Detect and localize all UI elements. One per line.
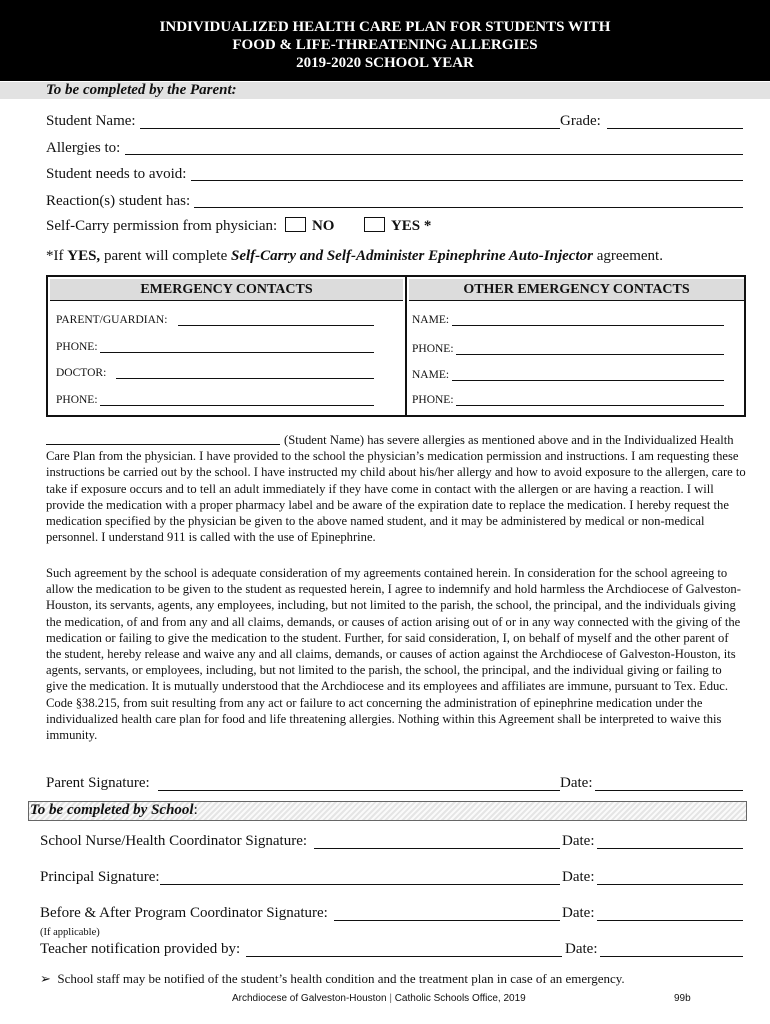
teacher-notification-field[interactable] [246,956,562,957]
agreement-paragraph-1: (Student Name) has severe allergies as mentioned above and in the Individualized Health Care Plan from the physician. I have provided to the school the physician’s medication permission and instructions. I am requesting these instructions be carried out by the school. I have instructed my child about his/her allergy and how to avoid exposure to the allergen, care to take if exposure occurs and to tell an adult immediately if they have come in contact with the allergen or are having a reaction. I will provide the medication with a proper pharmacy label and be aware of the expiration date to replace the medication. I hereby request the medication specified by the physician be given to the above named student, and it may be administered by medical or non-medical personnel. I understand 911 is called with the use of Epinephrine. [46,433,746,545]
student-name-field[interactable] [140,128,560,129]
note-suffix: agreement. [592,248,663,264]
note-agreement-name: Self-Carry and Self-Administer Epinephrine Auto-Injector [230,248,593,264]
no-label: NO [311,218,335,234]
footer-separator: | [389,993,392,1004]
avoid-label: Student needs to avoid: [46,166,187,182]
reactions-field[interactable] [194,207,743,208]
principal-signature-label: Principal Signature: [40,869,160,885]
teacher-date-label: Date: [565,941,598,957]
avoid-field[interactable] [191,180,743,181]
yes-label: YES * [390,218,432,234]
agreement-paragraph-2: Such agreement by the school is adequate consideration of my agreements contained herein. In consideration for the school agreeing to allow the medication to be given to the student as requested herein, I agree to indemnify and hold harmless the Archdiocese of Galveston-Houston, its servants, agents, any employees, including, but not limited to the parish, the school, the principal, and the individuals giving the medication, of and from any and all claims, demands, or causes of action arising out of or in any way connected with the giving of the medication or failing to give the medication to the student. Further, for said consideration, I, on behalf of myself and the other parent of the student, hereby release and waive any and all claims, demands, or causes of action against the Archdiocese of Galveston-Houston, its agents, servants, or employees, including, but not limited to the parish, the school, the principal, and the individual giving or failing to give the medication. It is mutually understood that the Archdiocese and its employees and affiliates are immune, pursuant to Tex. Educ. Code §38.215, from suit resulting from any act or failure to act concerning the administration of epinephrine medication under the individualized health care plan for food and life threatening allergies. Nothing within this Agreement shall be interpreted to waive this immunity. [46,566,741,743]
form-title-line-3: 2019-2020 SCHOOL YEAR [296,55,474,71]
parent-guardian-label: PARENT/GUARDIAN: [56,314,168,326]
principal-date-label: Date: [562,869,595,885]
nurse-signature-label: School Nurse/Health Coordinator Signature: [40,833,308,849]
other-phone-field-2[interactable] [456,405,724,406]
parent-date-label: Date: [560,775,593,791]
coordinator-signature-label: Before & After Program Coordinator Signature: [40,905,328,921]
note-middle: parent will complete [100,248,231,264]
footer-text [232,993,526,1004]
principal-date-field[interactable] [597,884,743,885]
parent-section-label: To be completed by the Parent: [46,82,237,98]
school-section-label-text: To be completed by School [30,802,194,818]
staff-notice [40,970,625,988]
reactions-label: Reaction(s) student has: [46,193,191,209]
school-section-label [30,801,198,820]
self-carry-row [46,217,431,235]
other-name-field-1[interactable] [452,325,724,326]
emergency-contacts-header: EMERGENCY CONTACTS [50,279,403,301]
parent-phone-label: PHONE: [56,341,98,353]
other-name-field-2[interactable] [452,380,724,381]
doctor-label: DOCTOR: [56,367,107,379]
self-carry-note [46,247,663,265]
parent-guardian-field[interactable] [178,325,374,326]
agreement-student-name-field[interactable] [46,444,280,445]
nurse-date-field[interactable] [597,848,743,849]
parent-phone-field[interactable] [100,352,374,353]
coordinator-signature-field[interactable] [334,920,560,921]
arrow-bullet-icon: ➢ [40,971,51,986]
principal-signature-field[interactable] [160,884,560,885]
doctor-phone-label: PHONE: [56,394,98,406]
teacher-notification-label: Teacher notification provided by: [40,941,241,957]
doctor-field[interactable] [116,378,374,379]
coordinator-date-field[interactable] [597,920,743,921]
other-phone-label-2: PHONE: [412,394,454,406]
contacts-table-divider [405,277,407,415]
parent-date-field[interactable] [595,790,743,791]
other-emergency-contacts-header: OTHER EMERGENCY CONTACTS [409,279,744,301]
form-title-line-1: INDIVIDUALIZED HEALTH CARE PLAN FOR STUDENTS WITH [159,19,611,35]
school-section-label-colon: : [193,802,198,818]
footer-org: Archdiocese of Galveston-Houston [232,993,387,1004]
form-header [0,0,770,81]
form-title-line-2: FOOD & LIFE-THREATENING ALLERGIES [232,37,538,53]
yes-checkbox[interactable] [364,217,385,232]
nurse-signature-field[interactable] [314,848,560,849]
other-phone-label-1: PHONE: [412,343,454,355]
grade-field[interactable] [607,128,743,129]
teacher-date-field[interactable] [600,956,743,957]
footer-office: Catholic Schools Office, 2019 [394,993,526,1004]
other-name-label-1: NAME: [412,314,450,326]
note-prefix: *If [46,248,68,264]
student-name-label: Student Name: [46,113,136,129]
parent-signature-field[interactable] [158,790,560,791]
doctor-phone-field[interactable] [100,405,374,406]
other-name-label-2: NAME: [412,369,450,381]
coordinator-date-label: Date: [562,905,595,921]
footer-form-code: 99b [674,993,691,1004]
grade-label: Grade: [560,113,601,129]
parent-signature-label: Parent Signature: [46,775,150,791]
other-phone-field-1[interactable] [456,354,724,355]
nurse-date-label: Date: [562,833,595,849]
if-applicable-note: (If applicable) [40,927,100,938]
staff-notice-text: School staff may be notified of the student’s health condition and the treatment plan in case of an emergency. [57,971,625,986]
contacts-table [46,275,746,417]
no-checkbox[interactable] [285,217,306,232]
note-yes: YES, [67,248,101,264]
allergies-field[interactable] [125,154,743,155]
allergies-label: Allergies to: [46,140,121,156]
self-carry-label: Self-Carry permission from physician: [46,218,278,234]
